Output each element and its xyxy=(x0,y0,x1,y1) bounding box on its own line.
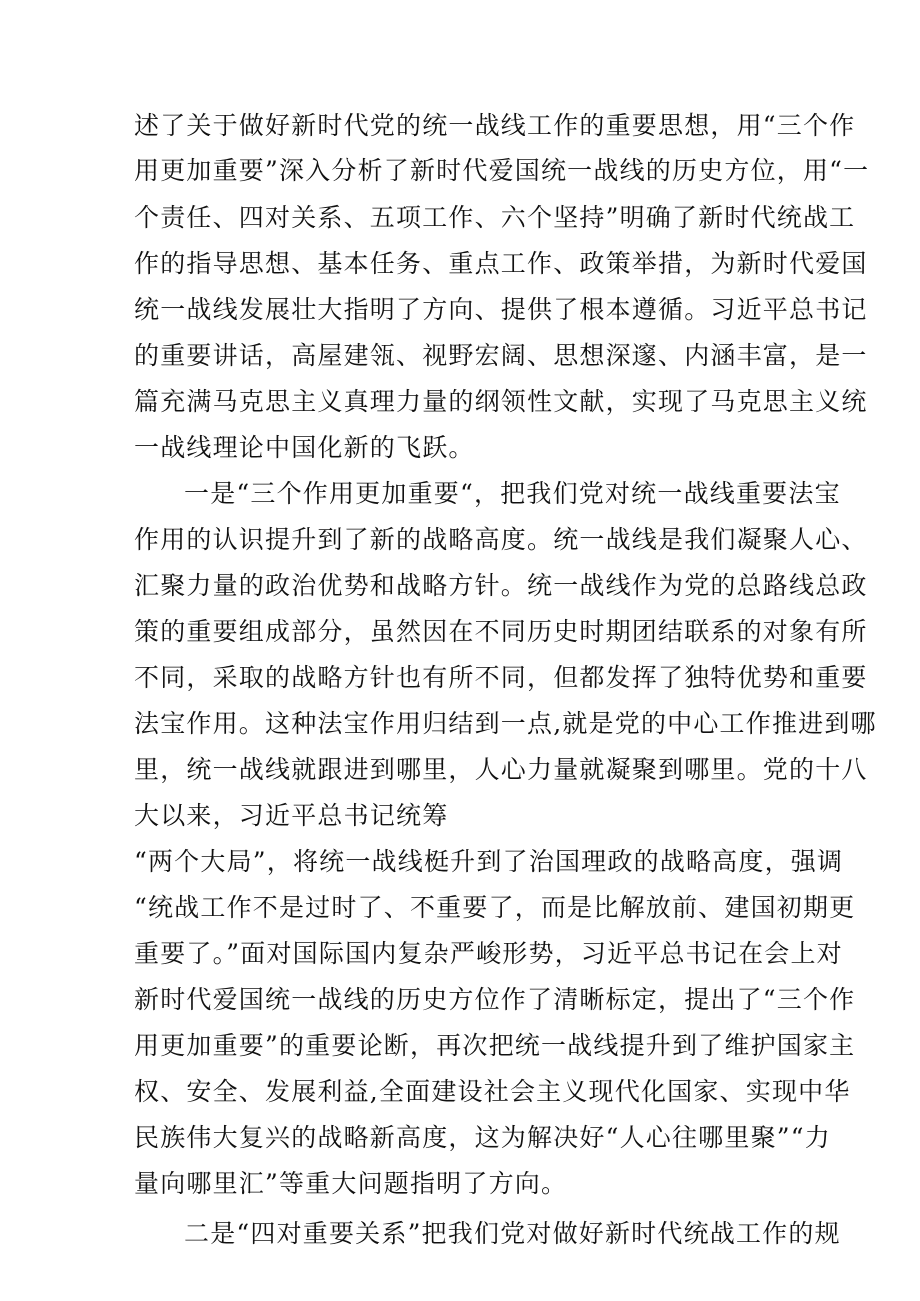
text-line: 的重要讲话，高屋建瓴、视野宏阔、思想深邃、内涵丰富，是一 xyxy=(134,341,868,370)
paragraph-start-line: 二是“四对重要关系”把我们党对做好新时代统战工作的规 xyxy=(184,1219,841,1248)
text-line: 述了关于做好新时代党的统一战线工作的重要思想，用“三个作 xyxy=(134,111,856,140)
text-line: 个责任、四对关系、五项工作、六个坚持”明确了新时代统战工 xyxy=(134,203,856,232)
text-line: 大以来，习近平总书记统筹 xyxy=(134,801,449,830)
text-line: 里，统一战线就跟进到哪里，人心力量就凝聚到哪里。党的十八 xyxy=(134,755,868,784)
text-line: 法宝作用。这种法宝作用归结到一点,就是党的中心工作推进到哪 xyxy=(134,709,877,738)
text-line: 用更加重要”深入分析了新时代爱国统一战线的历史方位，用“一 xyxy=(134,156,870,185)
text-line: 汇聚力量的政治优势和战略方针。统一战线作为党的总路线总政 xyxy=(134,571,868,600)
text-line: 作用的认识提升到了新的战略高度。统一战线是我们凝聚人心、 xyxy=(134,525,868,554)
text-line: “统战工作不是过时了、不重要了，而是比解放前、建国初期更 xyxy=(134,893,856,922)
text-line: 不同，采取的战略方针也有所不同，但都发挥了独特优势和重要 xyxy=(134,663,868,692)
text-line: 重要了。”面对国际国内复杂严峻形势，习近平总书记在会上对 xyxy=(134,939,843,968)
text-line: 统一战线发展壮大指明了方向、提供了根本遵循。习近平总书记 xyxy=(134,295,868,324)
text-line: 用更加重要”的重要论断，再次把统一战线提升到了维护国家主 xyxy=(134,1031,856,1060)
text-line: 民族伟大复兴的战略新高度，这为解决好“人心往哪里聚”“力 xyxy=(134,1123,831,1152)
text-line: 一战线理论中国化新的飞跃。 xyxy=(134,433,475,462)
text-line: 权、安全、发展利益,全面建设社会主义现代化国家、实现中华 xyxy=(134,1077,851,1106)
text-line: “两个大局”，将统一战线梃升到了治国理政的战略高度，强调 xyxy=(134,847,844,876)
text-line: 篇充满马克思主义真理力量的纲领性文献，实现了马克思主义统 xyxy=(134,387,868,416)
paragraph-start-line: 一是“三个作用更加重要“，把我们党对统一战线重要法宝 xyxy=(184,479,841,508)
text-line: 新时代爱国统一战线的历史方位作了清晰标定，提出了“三个作 xyxy=(134,985,856,1014)
text-line: 策的重要组成部分，虽然因在不同历史时期团结联系的对象有所 xyxy=(134,617,868,646)
text-line: 作的指导思想、基本任务、重点工作、政策举措，为新时代爱国 xyxy=(134,249,868,278)
text-line: 量向哪里汇”等重大问题指明了方向。 xyxy=(134,1169,568,1198)
